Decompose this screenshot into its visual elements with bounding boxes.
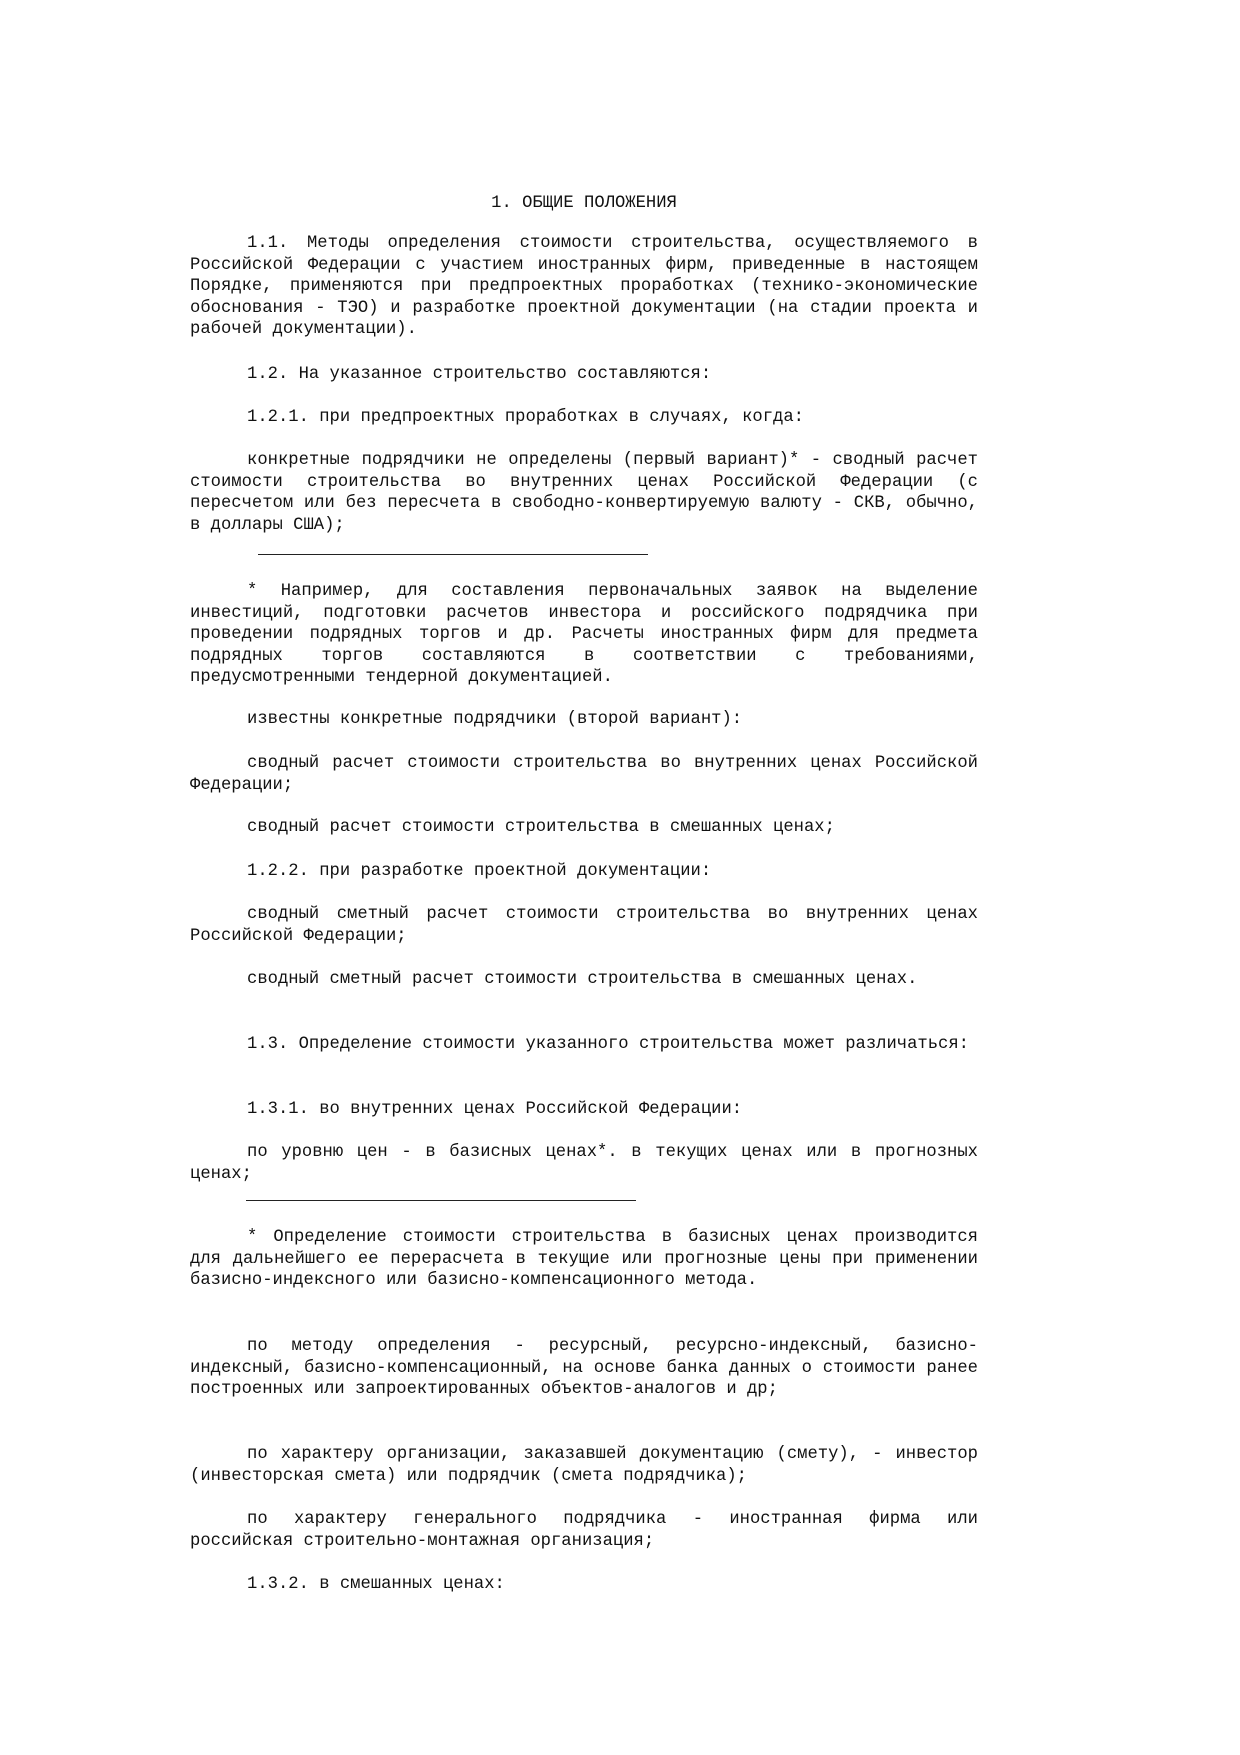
paragraph-1-3-2: 1.3.2. в смешанных ценах: <box>247 1575 505 1594</box>
paragraph-general-contractor: по характеру генерального подрядчика - иностранная фирма или российская строительно-монтажная организация; <box>190 1510 978 1551</box>
footnote-separator-1 <box>258 554 648 555</box>
footnote-separator-2 <box>246 1200 636 1201</box>
paragraph-1-2-2: 1.2.2. при разработке проектной документации: <box>247 862 712 881</box>
footnote-1: * Например, для составления первоначальных заявок на выделение инвестиций, подготовки расчетов инвестора и российского подрядчика при проведении подрядных торгов и др. Расчеты иностранных фирм для предмета подрядных торгов составляются в соответствии с требованиями, предусмотренными тендерной документацией. <box>190 582 978 688</box>
section-title: 1. ОБЩИЕ ПОЛОЖЕНИЯ <box>491 194 677 213</box>
paragraph-mixed-prices: сводный расчет стоимости строительства в смешанных ценах; <box>247 818 835 837</box>
paragraph-second-variant: известны конкретные подрядчики (второй вариант): <box>247 710 743 729</box>
paragraph-1-2: 1.2. На указанное строительство составляются: <box>247 365 712 384</box>
paragraph-estimate-mixed: сводный сметный расчет стоимости строительства в смешанных ценах. <box>247 970 918 989</box>
paragraph-internal-prices: сводный расчет стоимости строительства во внутренних ценах Российской Федерации; <box>190 754 978 795</box>
paragraph-method: по методу определения - ресурсный, ресурсно-индексный, базисно-индексный, базисно-компенсационный, на основе банка данных о стоимости ранее построенных или запроектированных объектов-аналогов и др; <box>190 1337 978 1400</box>
paragraph-price-level: по уровню цен - в базисных ценах*. в текущих ценах или в прогнозных ценах; <box>190 1143 978 1184</box>
paragraph-first-variant: конкретные подрядчики не определены (первый вариант)* - сводный расчет стоимости строительства во внутренних ценах Российской Федерации (с пересчетом или без пересчета в свободно-конвертируемую валюту - СКВ, обычно, в доллары США); <box>190 451 978 535</box>
paragraph-1-2-1: 1.2.1. при предпроектных проработках в случаях, когда: <box>247 408 804 427</box>
paragraph-1-3: 1.3. Определение стоимости указанного строительства может различаться: <box>247 1035 969 1054</box>
footnote-2: * Определение стоимости строительства в базисных ценах производится для дальнейшего ее перерасчета в текущие или прогнозные цены при применении базисно-индексного или базисно-компенсационного метода. <box>190 1228 978 1291</box>
paragraph-estimate-internal: сводный сметный расчет стоимости строительства во внутренних ценах Российской Федерации; <box>190 905 978 946</box>
paragraph-1-3-1: 1.3.1. во внутренних ценах Российской Федерации: <box>247 1100 743 1119</box>
paragraph-1-1: 1.1. Методы определения стоимости строительства, осуществляемого в Российской Федерации с участием иностранных фирм, приведенные в настоящем Порядке, применяются при предпроектных проработках (технико-экономические обоснования - ТЭО) и разработке проектной документации (на стадии проекта и рабочей документации). <box>190 234 978 340</box>
paragraph-customer: по характеру организации, заказавшей документацию (смету), - инвестор (инвесторская смета) или подрядчик (смета подрядчика); <box>190 1445 978 1486</box>
